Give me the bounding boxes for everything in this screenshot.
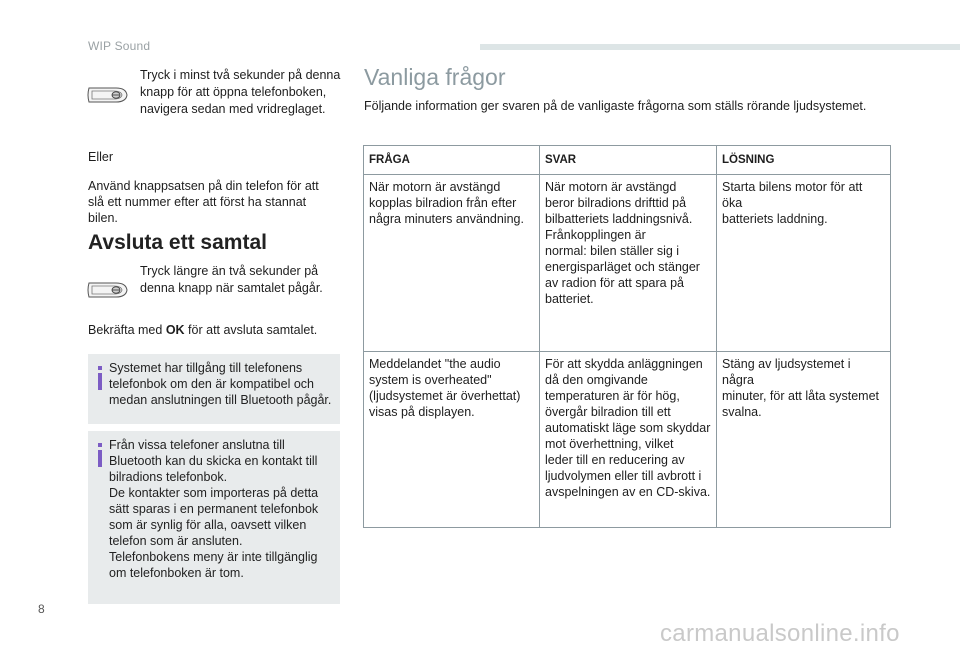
table-row [364,175,891,352]
faq-question-cell: Meddelandet "the audio system is overheated" (ljudsystemet är överhettat) visas på displayen. [364,352,540,528]
info-box-phonebook [88,354,340,424]
faq-header-answer: SVAR [540,146,717,175]
info-text-contacts [109,437,335,581]
header-section-label: WIP Sound [88,39,151,53]
confirm-text [88,322,348,338]
page-number: 8 [38,602,45,616]
faq-solution-cell: Stäng av ljudsystemet i några minuter, för att låta systemet svalna. [717,352,891,528]
info-icon [95,443,105,467]
confirm-suffix: för att avsluta samtalet. [184,323,318,337]
table-row [364,352,891,528]
faq-header-solution: LÖSNING [717,146,891,175]
confirm-ok: OK [165,323,185,337]
faq-answer-cell: När motorn är avstängd beror bilradions drifttid på bilbatteriets laddningsnivå. Frånkopplingen är normal: bilen ställer sig i energisparläget och stänger av radion för att spara på batteriet. [540,175,717,352]
faq-intro: Följande information ger svaren på de vanligaste frågorna som ställs rörande ljudsystemet. [364,99,867,113]
steering-wheel-button-icon [86,278,130,302]
phonebook-instruction: Tryck i minst två sekunder på denna knapp för att öppna telefonboken, navigera sedan med vridreglaget. [140,68,341,116]
info-contacts-p2: De kontakter som importeras på detta sätt sparas i en permanent telefonbok som är synlig för alla, oavsett vilken telefon som är ansluten. [109,486,319,548]
faq-question-cell: När motorn är avstängd kopplas bilradion från efter några minuters användning. [364,175,540,352]
faq-table [363,145,891,528]
watermark: carmanualsonline.info [660,620,900,647]
info-box-contacts [88,431,340,604]
faq-header-row [364,146,891,175]
info-icon [95,366,105,390]
faq-solution-cell: Starta bilens motor för att öka batteriets laddning. [717,175,891,352]
steering-wheel-button-icon [86,83,130,107]
header-bar [480,44,960,50]
end-call-instruction: Tryck längre än två sekunder på denna knapp när samtalet pågår. [140,264,323,295]
or-text: Eller [88,150,114,164]
confirm-prefix: Bekräfta med [88,323,166,337]
keypad-instruction: Använd knappsatsen på din telefon för att slå ett nummer efter att först ha stannat bilen. [88,179,319,225]
faq-answer-cell: För att skydda anläggningen då den omgivande temperaturen är för hög, övergår bilradion till ett automatiskt läge som skyddar mot överhettning, vilket leder till en reducering av ljudvolymen eller till avbrott i avspelningen av en CD-skiva. [540,352,717,528]
info-contacts-p3: Telefonbokens meny är inte tillgänglig om telefonboken är tom. [109,550,318,580]
info-text-phonebook: Systemet har tillgång till telefonens telefonbok om den är kompatibel och medan anslutningen till Bluetooth pågår. [109,361,332,407]
faq-title: Vanliga frågor [364,64,506,90]
end-call-title: Avsluta ett samtal [88,231,267,254]
faq-header-question: FRÅGA [364,146,540,175]
info-contacts-p1: Från vissa telefoner anslutna till Bluetooth kan du skicka en kontakt till bilradions telefonbok. [109,438,318,484]
